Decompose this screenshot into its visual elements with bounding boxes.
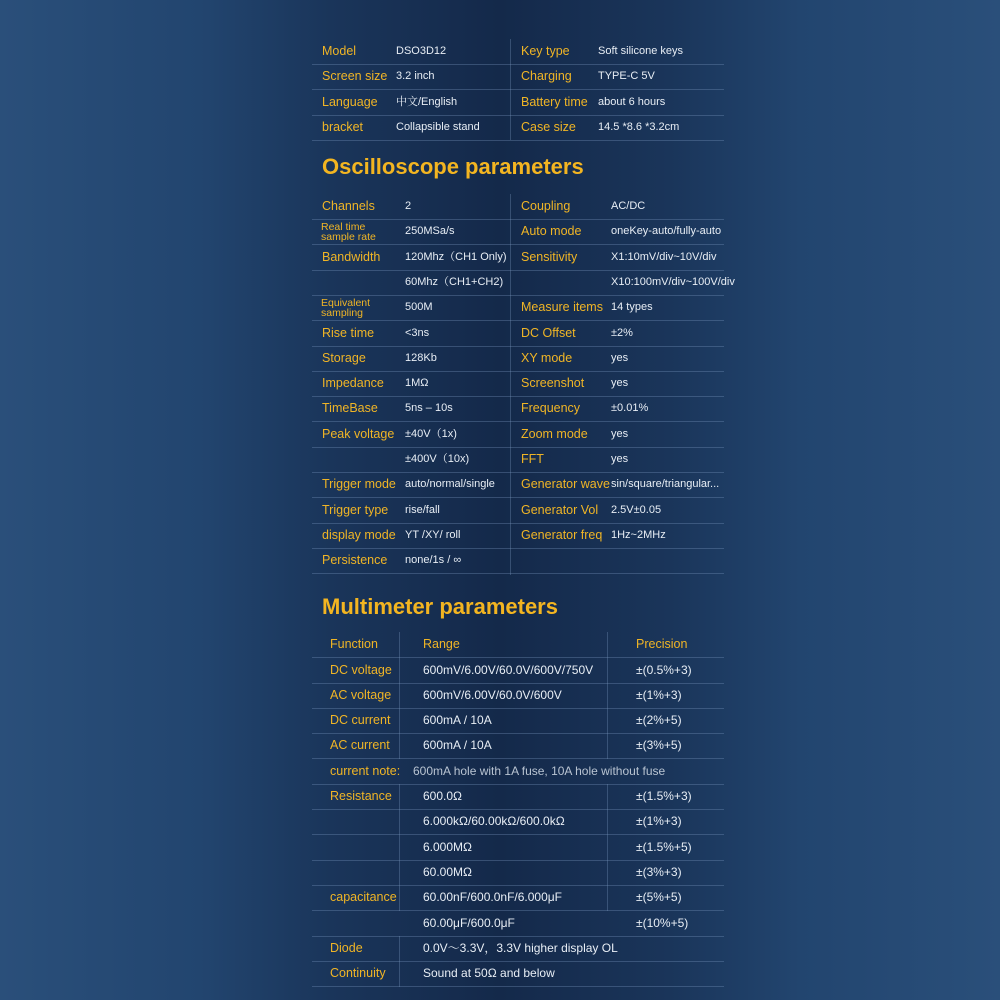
- oscilloscope-param-value: YT /XY/ roll: [405, 528, 461, 541]
- spec-label: Charging: [521, 69, 572, 84]
- oscilloscope-param-value: sin/square/triangular...: [611, 478, 720, 491]
- spec-row: [312, 64, 724, 90]
- multimeter-precision: ±(1%+3): [636, 814, 682, 829]
- spec-value: Collapsible stand: [396, 120, 480, 133]
- multimeter-function: AC voltage: [330, 687, 392, 702]
- oscilloscope-param-value: yes: [611, 427, 629, 440]
- spec-row: [312, 39, 724, 65]
- oscilloscope-param-label: Generator wave: [521, 477, 610, 492]
- multimeter-precision: ±(3%+5): [636, 738, 682, 753]
- multimeter-range: 600mA / 10A: [423, 738, 492, 753]
- oscilloscope-param-value: 1MΩ: [405, 377, 429, 390]
- oscilloscope-param-label: Channels: [322, 199, 375, 213]
- oscilloscope-param-value: 120Mhz（CH1 Only): [405, 250, 507, 263]
- oscilloscope-param-label: Coupling: [521, 199, 571, 213]
- oscilloscope-param-value: 5ns – 10s: [405, 402, 453, 415]
- multimeter-function: DC current: [330, 713, 391, 728]
- column-divider: [510, 194, 511, 575]
- spec-label: Battery time: [521, 94, 588, 109]
- multimeter-range: 0.0V～3.3V，3.3V higher display OL: [423, 940, 618, 955]
- multimeter-precision: ±(2%+5): [636, 713, 682, 728]
- multimeter-function: Resistance: [330, 789, 392, 803]
- spec-label: Screen size: [322, 69, 388, 84]
- current-note-label: current note:: [330, 763, 401, 778]
- precision-header: Precision: [636, 637, 688, 651]
- oscilloscope-row: [312, 245, 724, 271]
- spec-label: Model: [322, 44, 357, 58]
- multimeter-precision: ±(1%+3): [636, 687, 682, 702]
- oscilloscope-row: [312, 396, 724, 422]
- oscilloscope-param-value: yes: [611, 377, 629, 390]
- multimeter-function: Continuity: [330, 966, 386, 981]
- multimeter-row: [312, 860, 724, 886]
- multimeter-function: capacitance: [330, 890, 397, 905]
- multimeter-range: 600mA / 10A: [423, 713, 492, 728]
- column-divider: [607, 784, 608, 911]
- spec-label: Language: [322, 94, 378, 109]
- multimeter-range: 600mV/6.00V/60.0V/600V: [423, 687, 562, 702]
- oscilloscope-row: [312, 270, 735, 296]
- multimeter-precision: ±(1.5%+5): [636, 839, 692, 854]
- oscilloscope-param-label: TimeBase: [322, 401, 378, 416]
- spec-value: 3.2 inch: [396, 70, 435, 83]
- spec-value: Soft silicone keys: [598, 45, 683, 57]
- multimeter-row: [312, 759, 724, 785]
- current-note-text: 600mA hole with 1A fuse, 10A hole without fuse: [413, 763, 666, 778]
- oscilloscope-param-label: Generator Vol: [521, 502, 599, 517]
- spec-value: TYPE-C 5V: [598, 70, 655, 83]
- oscilloscope-param-label: DC Offset: [521, 325, 576, 340]
- oscilloscope-row: [312, 321, 724, 347]
- column-divider: [607, 632, 608, 759]
- range-header: Range: [423, 637, 460, 651]
- oscilloscope-param-label: display mode: [322, 527, 396, 542]
- oscilloscope-param-value: rise/fall: [405, 503, 440, 516]
- multimeter-precision: ±(1.5%+3): [636, 789, 692, 803]
- oscilloscope-param-value: 2.5V±0.05: [611, 503, 662, 516]
- multimeter-precision: ±(5%+5): [636, 890, 682, 905]
- multimeter-range: Sound at 50Ω and below: [423, 966, 555, 981]
- oscilloscope-param-label: Equivalent sampling: [321, 297, 371, 320]
- spec-value: 中文/English: [396, 95, 458, 108]
- oscilloscope-param-label: Storage: [322, 350, 366, 365]
- oscilloscope-param-label: FFT: [521, 452, 544, 466]
- spec-label: Key type: [521, 44, 570, 58]
- oscilloscope-param-label: Screenshot: [521, 376, 585, 391]
- multimeter-row: [312, 961, 724, 987]
- column-divider: [399, 936, 400, 987]
- multimeter-precision: ±(3%+3): [636, 864, 682, 879]
- multimeter-range: 600.0Ω: [423, 789, 462, 803]
- oscilloscope-param-value: ±40V（1x): [405, 427, 457, 440]
- multimeter-range: 60.00MΩ: [423, 864, 472, 879]
- oscilloscope-row: [312, 498, 724, 524]
- oscilloscope-param-value: 250MSa/s: [405, 225, 455, 238]
- oscilloscope-param-label: Frequency: [521, 401, 581, 416]
- oscilloscope-param-label: Rise time: [322, 325, 375, 340]
- oscilloscope-param-value: ±400V（10x): [405, 453, 470, 465]
- oscilloscope-param-label: Peak voltage: [322, 426, 395, 441]
- multimeter-range: 600mV/6.00V/60.0V/600V/750V: [423, 662, 594, 677]
- oscilloscope-param-label: Impedance: [322, 376, 384, 391]
- oscilloscope-param-value: 2: [405, 200, 412, 212]
- multimeter-row: [312, 936, 724, 962]
- oscilloscope-param-label: Trigger mode: [322, 477, 396, 492]
- spec-value: DSO3D12: [396, 45, 447, 57]
- multimeter-row: [312, 911, 724, 937]
- spec-label: Case size: [521, 119, 576, 134]
- multimeter-function: AC current: [330, 738, 390, 753]
- oscilloscope-param-value: <3ns: [405, 326, 430, 339]
- oscilloscope-row: [312, 219, 724, 245]
- multimeter-function: DC voltage: [330, 662, 392, 677]
- multimeter-precision: ±(10%+5): [636, 915, 689, 930]
- multimeter-row: [312, 708, 724, 734]
- oscilloscope-param-label: Measure items: [521, 300, 603, 315]
- column-divider: [510, 39, 511, 140]
- spec-panel: [312, 0, 735, 1000]
- oscilloscope-param-value: AC/DC: [611, 200, 646, 212]
- oscilloscope-section-title: Oscilloscope parameters: [322, 154, 584, 179]
- oscilloscope-param-value: oneKey-auto/fully-auto: [611, 225, 722, 238]
- oscilloscope-row: [312, 548, 724, 574]
- oscilloscope-param-value: 1Hz~2MHz: [611, 528, 666, 541]
- multimeter-range: 60.00nF/600.0nF/6.000μF: [423, 890, 563, 905]
- oscilloscope-row: [312, 346, 724, 372]
- oscilloscope-param-label: Zoom mode: [521, 426, 588, 441]
- oscilloscope-param-value: auto/normal/single: [405, 478, 495, 491]
- spec-value: about 6 hours: [598, 95, 666, 108]
- multimeter-row: [312, 885, 724, 911]
- oscilloscope-param-value: ±0.01%: [611, 402, 649, 415]
- multimeter-row: [312, 835, 724, 861]
- oscilloscope-param-value: X10:100mV/div~100V/div: [611, 275, 735, 288]
- oscilloscope-row: [312, 422, 724, 448]
- oscilloscope-param-value: 128Kb: [405, 351, 437, 364]
- function-header: Function: [330, 637, 378, 651]
- spec-row: [312, 115, 724, 141]
- oscilloscope-param-value: X1:10mV/div~10V/div: [611, 250, 717, 263]
- multimeter-row: [312, 658, 724, 684]
- multimeter-row: [312, 683, 724, 709]
- oscilloscope-row: [312, 523, 724, 549]
- oscilloscope-param-label: Bandwidth: [322, 249, 381, 264]
- oscilloscope-param-value: yes: [611, 453, 629, 465]
- oscilloscope-param-label: XY mode: [521, 350, 573, 365]
- multimeter-header-row: [312, 632, 724, 658]
- multimeter-row: [312, 733, 724, 759]
- oscilloscope-param-value: 14 types: [611, 301, 653, 314]
- oscilloscope-param-label: Generator freq: [521, 527, 603, 542]
- multimeter-section-title: Multimeter parameters: [322, 594, 558, 619]
- multimeter-range: 6.000MΩ: [423, 839, 472, 854]
- oscilloscope-param-value: none/1s / ∞: [405, 554, 462, 567]
- multimeter-range: 6.000kΩ/60.00kΩ/600.0kΩ: [423, 814, 565, 829]
- oscilloscope-param-label: Auto mode: [521, 224, 582, 239]
- oscilloscope-param-label: Trigger type: [322, 502, 389, 517]
- multimeter-range: 60.00μF/600.0μF: [423, 915, 515, 930]
- oscilloscope-row: [312, 371, 724, 397]
- spec-row: [312, 90, 724, 116]
- oscilloscope-param-label: Real time sample rate: [321, 221, 376, 244]
- column-divider: [399, 632, 400, 759]
- oscilloscope-row: [312, 447, 724, 473]
- oscilloscope-row: [312, 472, 724, 498]
- oscilloscope-param-label: Persistence: [322, 553, 388, 568]
- multimeter-row: [312, 784, 724, 810]
- oscilloscope-row: [312, 194, 724, 220]
- oscilloscope-param-value: 60Mhz（CH1+CH2): [405, 275, 504, 288]
- spec-value: 14.5 *8.6 *3.2cm: [598, 120, 680, 133]
- oscilloscope-param-label: Sensitivity: [521, 249, 578, 264]
- multimeter-row: [312, 809, 724, 835]
- spec-label: bracket: [322, 119, 363, 134]
- oscilloscope-param-value: ±2%: [611, 326, 633, 339]
- oscilloscope-param-value: 500M: [405, 301, 433, 314]
- column-divider: [399, 784, 400, 911]
- multimeter-function: Diode: [330, 940, 363, 955]
- oscilloscope-param-value: yes: [611, 351, 629, 364]
- multimeter-precision: ±(0.5%+3): [636, 662, 692, 677]
- oscilloscope-row: [312, 295, 724, 321]
